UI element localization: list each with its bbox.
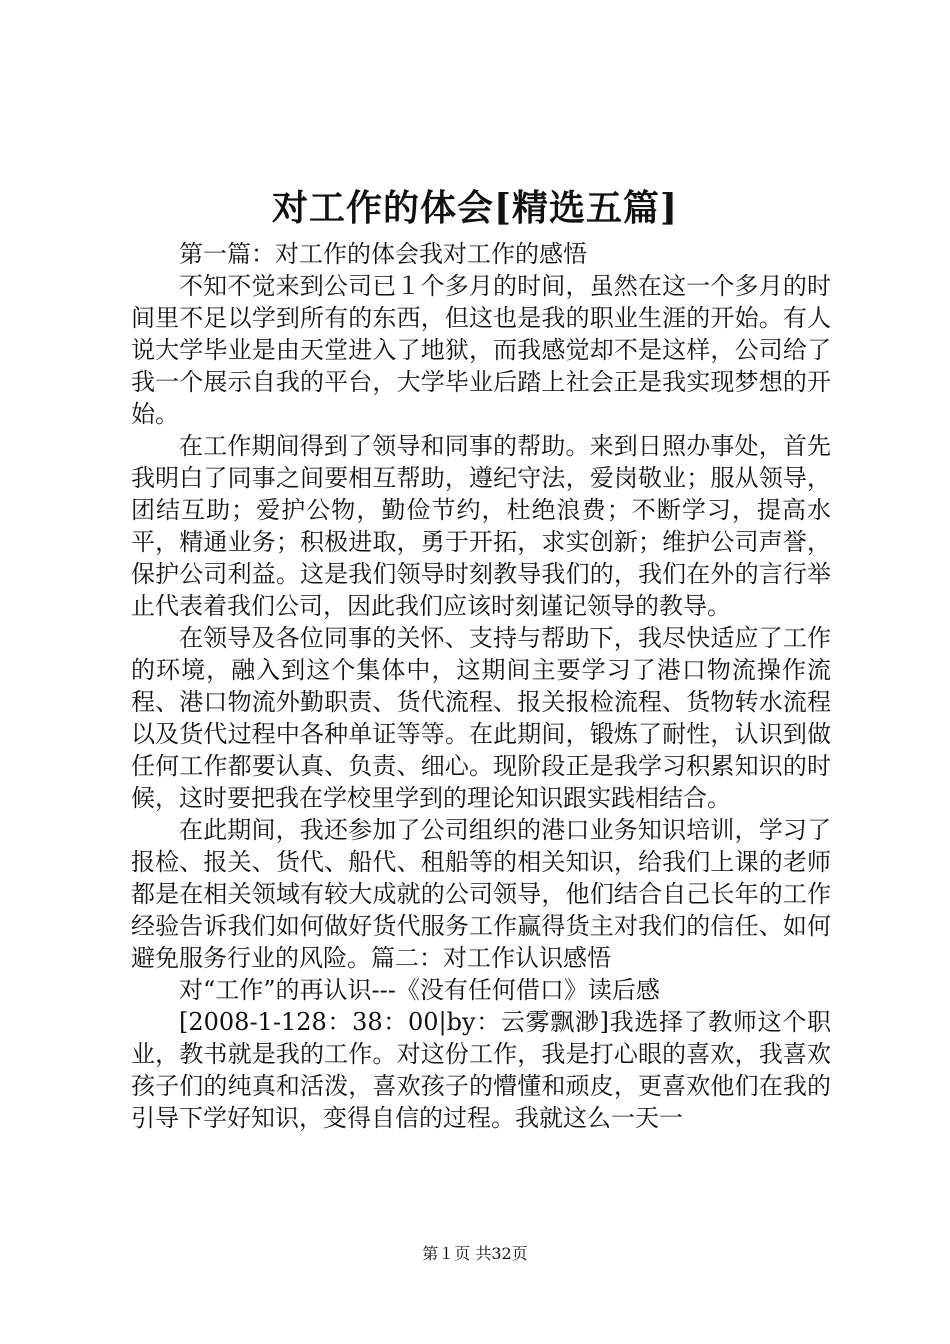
paragraph: 不知不觉来到公司已１个多月的时间，虽然在这一个多月的时间里不足以学到所有的东西，但这也是我的职业生涯的开始。有人说大学毕业是由天堂进入了地狱，而我感觉却不是这样，公司给了我一个展示自我的平台，大学毕业后踏上社会正是我实现梦想的开始。: [131, 272, 831, 428]
page-footer: 第１页 共32页: [422, 1244, 528, 1263]
paragraph: 在领导及各位同事的关怀、支持与帮助下，我尽快适应了工作的环境，融入到这个集体中，这期间主要学习了港口物流操作流程、港口物流外勤职责、货代流程、报关报检流程、货物转水流程以及货代过程中各种单证等等。在此期间，锻炼了耐性，认识到做任何工作都要认真、负责、细心。现阶段正是我学习积累知识的时候，这时要把我在学校里学到的理论知识跟实践相结合。: [131, 624, 831, 812]
paragraph-heading-2: 对“工作”的再认识---《没有任何借口》读后感: [179, 976, 660, 1004]
document-body: [131, 238, 831, 1134]
document-title: 对工作的体会[精选五篇]: [271, 187, 679, 229]
paragraph: 在工作期间得到了领导和同事的帮助。来到日照办事处，首先我明白了同事之间要相互帮助，遵纪守法，爱岗敬业；服从领导，团结互助；爱护公物，勤俭节约，杜绝浪费；不断学习，提高水平，精通业务；积极进取，勇于开拓，求实创新；维护公司声誉，保护公司利益。这是我们领导时刻教导我们的，我们在外的言行举止代表着我们公司，因此我们应该时刻谨记领导的教导。: [131, 432, 831, 620]
paragraph: [2008-1-128：38：00|by：云雾飘渺]我选择了教师这个职业，教书就是我的工作。对这份工作，我是打心眼的喜欢，我喜欢孩子们的纯真和活泼，喜欢孩子的懵懂和顽皮，更喜欢他们在我的引导下学好知识，变得自信的过程。我就这么一天一: [131, 1008, 831, 1132]
paragraph-heading-1: 第一篇：对工作的体会我对工作的感悟: [179, 240, 587, 268]
paragraph: 在此期间，我还参加了公司组织的港口业务知识培训，学习了报检、报关、货代、船代、租船等的相关知识，给我们上课的老师都是在相关领域有较大成就的公司领导，他们结合自己长年的工作经验告诉我们如何做好货代服务工作赢得货主对我们的信任、如何避免服务行业的风险。篇二：对工作认识感悟: [131, 816, 831, 972]
